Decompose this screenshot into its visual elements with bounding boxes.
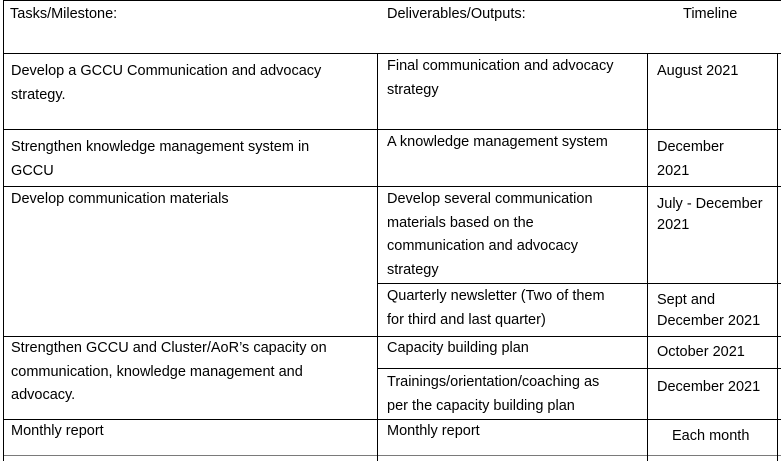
- row1-bottom-border: [3, 129, 781, 130]
- row5-bottom-border: [3, 455, 781, 456]
- deliverable-cell: A knowledge management system: [387, 134, 608, 150]
- deliverable-cell: Final communication and advocacy strategy: [387, 58, 614, 98]
- row2-bottom-border: [3, 186, 781, 187]
- timeline-cell: December 2021: [657, 379, 761, 395]
- timeline-cell: August 2021: [657, 63, 739, 79]
- header-tasks: Tasks/Milestone:: [10, 6, 118, 22]
- timeline-cell: Sept and December 2021: [657, 292, 761, 329]
- deliverable-cell: Develop several communication materials based on the communication and advocacy strategy: [387, 191, 593, 278]
- timeline-column-divider: [647, 53, 648, 461]
- deliverable-cell: Monthly report: [387, 423, 480, 439]
- header-deliverables: Deliverables/Outputs:: [387, 6, 526, 22]
- table-left-border: [3, 0, 4, 461]
- timeline-cell: Each month: [672, 428, 750, 444]
- deliverable-cell: Trainings/orientation/coaching as per the capacity building plan: [387, 374, 600, 414]
- deliverable-cell: Capacity building plan: [387, 340, 529, 356]
- deliverable-cell: Quarterly newsletter (Two of them for third and last quarter): [387, 288, 605, 328]
- header-timeline: Timeline: [683, 6, 738, 22]
- task-cell: Develop communication materials: [11, 191, 229, 207]
- header-bottom-border: [3, 53, 781, 54]
- task-cell: Develop a GCCU Communication and advocacy strategy.: [11, 63, 322, 103]
- task-cell: Strengthen knowledge management system in GCCU: [11, 139, 310, 179]
- task-cell: Monthly report: [11, 423, 104, 439]
- table-right-border: [777, 53, 778, 461]
- timeline-cell: July - December 2021: [657, 196, 763, 233]
- timeline-cell: December 2021: [657, 139, 724, 179]
- row4-sub-divider: [377, 368, 781, 369]
- timeline-cell: October 2021: [657, 344, 745, 360]
- task-column-divider: [377, 53, 378, 461]
- row3-sub-divider: [377, 283, 781, 284]
- task-cell: Strengthen GCCU and Cluster/AoR’s capacity on communication, knowledge management and advocacy.: [11, 340, 327, 403]
- table-top-border: [3, 0, 781, 1]
